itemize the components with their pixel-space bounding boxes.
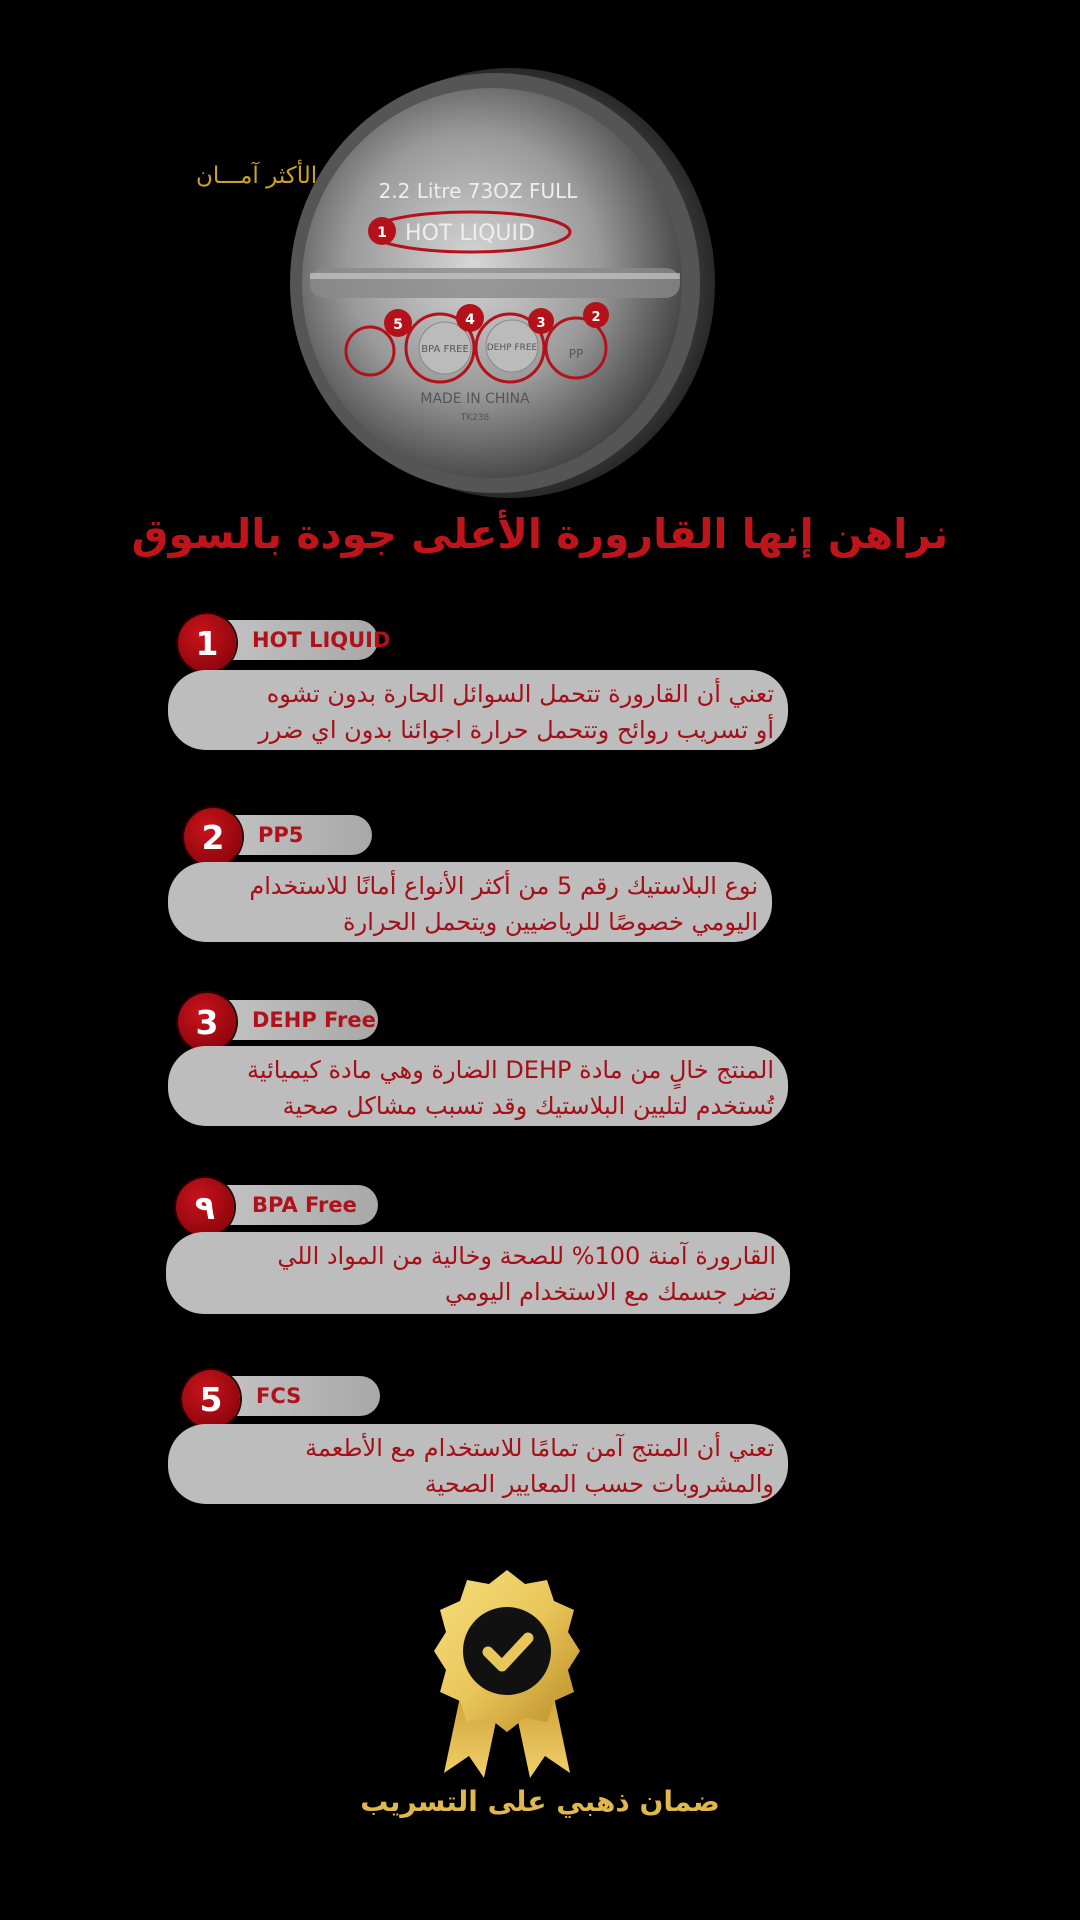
cap-text-top: 2.2 Litre 73OZ FULL [378,179,578,203]
cap-code: TK238 [460,413,490,423]
feature-description [168,1046,788,1126]
page-headline: نراهن إنها القارورة الأعلى جودة بالسوق [131,510,949,558]
feature-description-line: اليومي خصوصًا للرياضيين ويتحمل الحرارة [343,908,758,936]
feature-description [166,1232,790,1314]
cap-text-hot: HOT LIQUID [405,221,535,246]
feature-description-line: تضر جسمك مع الاستخدام اليومي [444,1278,776,1306]
feature-description-line: القارورة آمنة 100% للصحة وخالية من المواد اللي [277,1242,776,1270]
feature-number-badge: ٩ [176,1178,234,1236]
feature-description-line: أو تسريب روائح وتتحمل حرارة اجوائنا بدون اي ضرر [258,716,774,744]
cap-marker-3 [528,308,554,334]
feature-description-line: تُستخدم لتليين البلاستيك وقد تسبب مشاكل صحية [282,1092,774,1120]
feature-description-line: المنتج خالٍ من مادة DEHP الضارة وهي مادة كيميائية [246,1056,774,1084]
gold-medal-icon [424,1568,590,1786]
feature-number-badge: 1 [178,614,236,672]
feature-description-line: تعني أن المنتج آمن تمامًا للاستخدام مع الأطعمة [305,1434,774,1462]
cap-badge-bpa: BPA FREE [421,344,469,355]
cap-marker-1 [368,217,396,245]
feature-label: DEHP Free [252,1008,376,1032]
svg-text:4: 4 [465,312,475,328]
feature-description [168,670,788,750]
feature-description [168,1424,788,1504]
feature-label: FCS [256,1384,302,1408]
feature-number-badge: 2 [184,808,242,866]
brand-tagline: الأكثر آمـــان [196,163,318,189]
svg-text:3: 3 [536,316,546,331]
feature-label: HOT LIQUID [252,628,391,652]
svg-text:1: 1 [377,225,387,241]
feature-description [168,862,772,942]
cap-marker-4 [456,304,484,332]
bottle-cap-image [270,58,720,508]
svg-text:5: 5 [393,317,403,333]
svg-text:2: 2 [591,310,601,325]
feature-description-line: والمشروبات حسب المعايير الصحية [424,1470,774,1498]
feature-number-badge: 5 [182,1370,240,1428]
feature-number-badge: 3 [178,993,236,1051]
cap-made: MADE IN CHINA [420,391,530,407]
feature-description-line: تعني أن القارورة تتحمل السوائل الحارة بدون تشوه [266,680,774,708]
cap-badge-dehp: DEHP FREE [486,343,538,353]
feature-description-line: نوع البلاستيك رقم 5 من أكثر الأنواع أمانًا للاستخدام [249,872,758,900]
cap-marker-2 [583,302,609,328]
feature-label: BPA Free [252,1193,357,1217]
cap-badge-pp: PP [568,347,584,361]
gold-guarantee-text: ضمان ذهبي على التسريب [360,1785,720,1818]
feature-label: PP5 [258,823,304,847]
cap-marker-5 [384,309,412,337]
